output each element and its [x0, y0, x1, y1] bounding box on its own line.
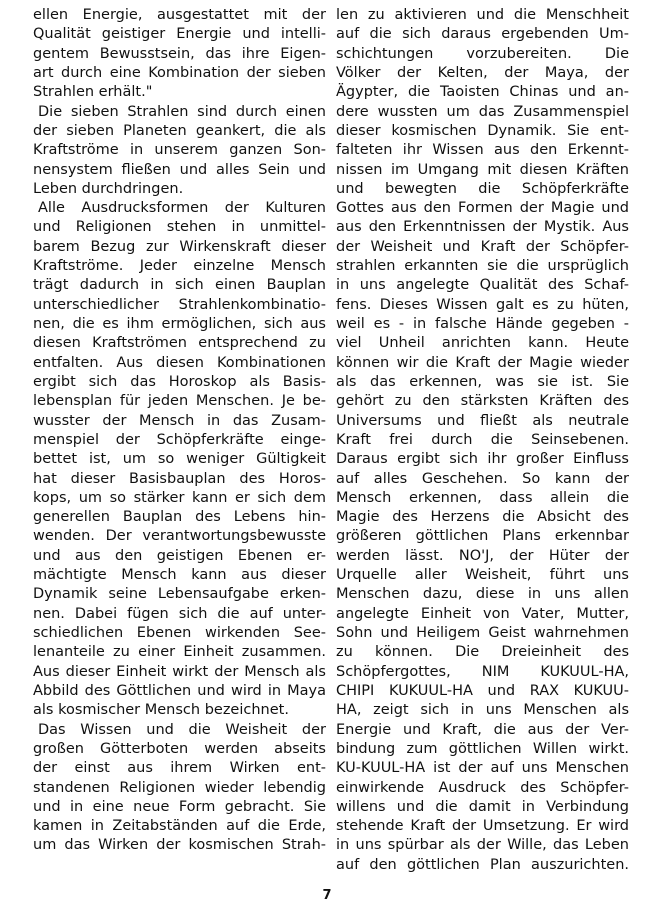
text-line: auf den göttlichen Plan auszurichten.	[336, 856, 629, 873]
text-line: kops, um so stärker kann er sich dem	[33, 489, 326, 506]
text-line: Schöpfergottes, NIM KUKUUL-HA,	[336, 663, 629, 680]
text-line: weil es - in falsche Hände gegeben -	[336, 316, 629, 332]
text-line: wusster der Mensch in das Zusam-	[33, 412, 326, 429]
text-line: lebensplan für jeden Menschen. Je be-	[33, 393, 326, 410]
text-line: nissen im Umgang mit diesen Kräften	[336, 161, 629, 178]
text-line: bindung zum göttlichen Willen wirkt.	[336, 740, 629, 757]
text-line: stehende Kraft der Umsetzung. Er wird	[336, 818, 629, 835]
text-line: und in eine neue Form gebracht. Sie	[33, 798, 326, 815]
text-line: Menschen dazu, diese in uns allen	[336, 586, 629, 603]
text-line: gentem Bewusstsein, das ihre Eigen-	[33, 45, 326, 62]
text-line: Strahlen erhält."	[33, 84, 153, 101]
text-line: unterschiedlicher Strahlenkombinatio-	[33, 296, 326, 313]
text-line: als das erkennen, was sie ist. Sie	[336, 373, 629, 390]
text-line: Kraftströme. Jeder einzelne Mensch	[33, 258, 326, 275]
text-line: art durch eine Kombination der sieben	[33, 64, 326, 81]
text-line: Universums und fließt als neutrale	[336, 412, 629, 429]
text-line: willens und die damit in Verbindung	[336, 798, 629, 815]
text-line: werden lässt. NO'J, der Hüter der	[336, 547, 629, 564]
text-line: menspiel der Schöpferkräfte einge-	[33, 431, 326, 448]
text-line: und aus den geistigen Ebenen er-	[33, 547, 326, 564]
text-line: aus den Erkenntnissen der Mystik. Aus	[336, 219, 629, 236]
text-line: angelegte Einheit von Vater, Mutter,	[336, 605, 629, 622]
text-line: generellen Bauplan des Lebens hin-	[33, 509, 326, 526]
text-line: CHIPI KUKUUL-HA und RAX KUKUU-	[336, 682, 629, 699]
text-line: trägt dadurch in sich einen Bauplan	[33, 277, 326, 294]
text-line: gehört zu den stärksten Kräften des	[336, 393, 629, 410]
text-line: falteten ihr Wissen aus den Erkennt-	[336, 142, 629, 159]
text-line: dere wussten um das Zusammenspiel	[336, 103, 629, 120]
text-line: Die sieben Strahlen sind durch einen	[38, 103, 326, 120]
text-line: größeren göttlichen Plans erkennbar	[336, 528, 629, 545]
text-line: Magie des Herzens die Absicht des	[336, 509, 629, 526]
right-text-column	[336, 6, 629, 875]
text-line: Ägypter, die Taoisten Chinas und an-	[336, 84, 629, 101]
text-line: Abbild des Göttlichen und wird in Maya	[33, 682, 326, 699]
text-line: schiedlichen Ebenen wirkenden See-	[33, 625, 326, 641]
text-line: Kraft frei durch die Seinsebenen.	[336, 431, 629, 448]
text-line: der Weisheit und Kraft der Schöpfer-	[336, 238, 629, 255]
text-line: nen. Dabei fügen sich die auf unter-	[33, 605, 326, 622]
text-line: in uns spürbar als der Wille, das Leben	[336, 837, 629, 854]
text-line: entfalten. Aus diesen Kombinationen	[33, 354, 326, 371]
text-line: lenanteile zu einer Einheit zusammen.	[33, 644, 326, 661]
text-line: um das Wirken der kosmischen Strah-	[33, 837, 326, 854]
text-line: Kraftströme in unserem ganzen Son-	[33, 142, 326, 159]
text-line: diesen Kraftströmen entsprechend zu	[33, 335, 326, 352]
text-line: wenden. Der verantwortungsbewusste	[33, 528, 326, 545]
text-line: nensystem fließen und alles Sein und	[33, 161, 326, 178]
text-line: Urquelle aller Weisheit, führt uns	[336, 567, 629, 584]
text-line: Aus dieser Einheit wirkt der Mensch als	[33, 663, 326, 680]
text-line: strahlen erkannten sie die ursprüglich	[336, 258, 629, 275]
text-line: ellen Energie, ausgestattet mit der	[33, 7, 326, 23]
text-line: Sohn und Heiligem Geist wahrnehmen	[336, 625, 629, 641]
text-line: Das Wissen und die Weisheit der	[38, 721, 326, 738]
text-line: KU-KUUL-HA ist der auf uns Menschen	[336, 760, 629, 777]
text-line: Dynamik seine Lebensaufgabe erken-	[33, 586, 326, 603]
text-line: mächtigte Mensch kann aus dieser	[33, 567, 326, 584]
text-line: einwirkende Ausdruck des Schöpfer-	[336, 779, 629, 796]
text-line: Mensch erkennen, dass allein die	[336, 489, 629, 506]
text-line: der sieben Planeten geankert, die als	[33, 122, 326, 139]
left-text-column	[33, 6, 326, 856]
text-line: Völker der Kelten, der Maya, der	[336, 64, 629, 81]
text-line: der einst aus ihrem Wirken ent-	[33, 760, 326, 777]
text-line: in uns angelegte Qualität des Schaf-	[336, 277, 629, 294]
text-line: Energie und Kraft, die aus der Ver-	[336, 721, 629, 738]
text-line: viel Unheil anrichten kann. Heute	[336, 335, 629, 352]
text-line: auf alles Geschehen. So kann der	[336, 470, 629, 487]
text-line: können wir die Kraft der Magie wieder	[336, 354, 629, 371]
text-line: zu können. Die Dreieinheit des	[336, 644, 629, 661]
page-number: 7	[322, 888, 332, 903]
text-line: standenen Religionen wieder lebendig	[33, 779, 326, 796]
text-line: großen Götterboten werden abseits	[33, 740, 326, 757]
text-line: Qualität geistiger Energie und intelli-	[33, 26, 326, 43]
text-line: und Religionen stehen in unmittel-	[33, 219, 326, 236]
text-line: bettet ist, um so weniger Gültigkeit	[33, 451, 326, 468]
text-line: len zu aktivieren und die Menschheit	[336, 7, 629, 23]
text-line: barem Bezug zur Wirkenskraft dieser	[33, 238, 326, 255]
text-line: und bewegten die Schöpferkräfte	[336, 180, 629, 197]
text-line: Gottes aus den Formen der Magie und	[336, 200, 629, 217]
text-line: Leben durchdringen.	[33, 180, 184, 197]
text-line: auf die sich daraus ergebenden Um-	[336, 26, 629, 43]
text-line: nen, die es ihm ermöglichen, sich aus	[33, 316, 326, 332]
text-line: HA, zeigt sich in uns Menschen als	[336, 702, 629, 719]
text-line: hat dieser Basisbauplan des Horos-	[33, 470, 326, 487]
text-line: Daraus ergibt sich ihr großer Einfluss	[336, 451, 629, 468]
text-line: dieser kosmischen Dynamik. Sie ent-	[336, 122, 629, 139]
text-line: Alle Ausdrucksformen der Kulturen	[38, 200, 326, 217]
text-line: als kosmischer Mensch bezeichnet.	[33, 702, 289, 719]
text-line: ergibt sich das Horoskop als Basis-	[33, 373, 326, 390]
text-line: kamen in Zeitabständen auf die Erde,	[33, 818, 326, 835]
text-line: fens. Dieses Wissen galt es zu hüten,	[336, 296, 629, 313]
text-line: schichtungen vorzubereiten. Die	[336, 45, 629, 62]
